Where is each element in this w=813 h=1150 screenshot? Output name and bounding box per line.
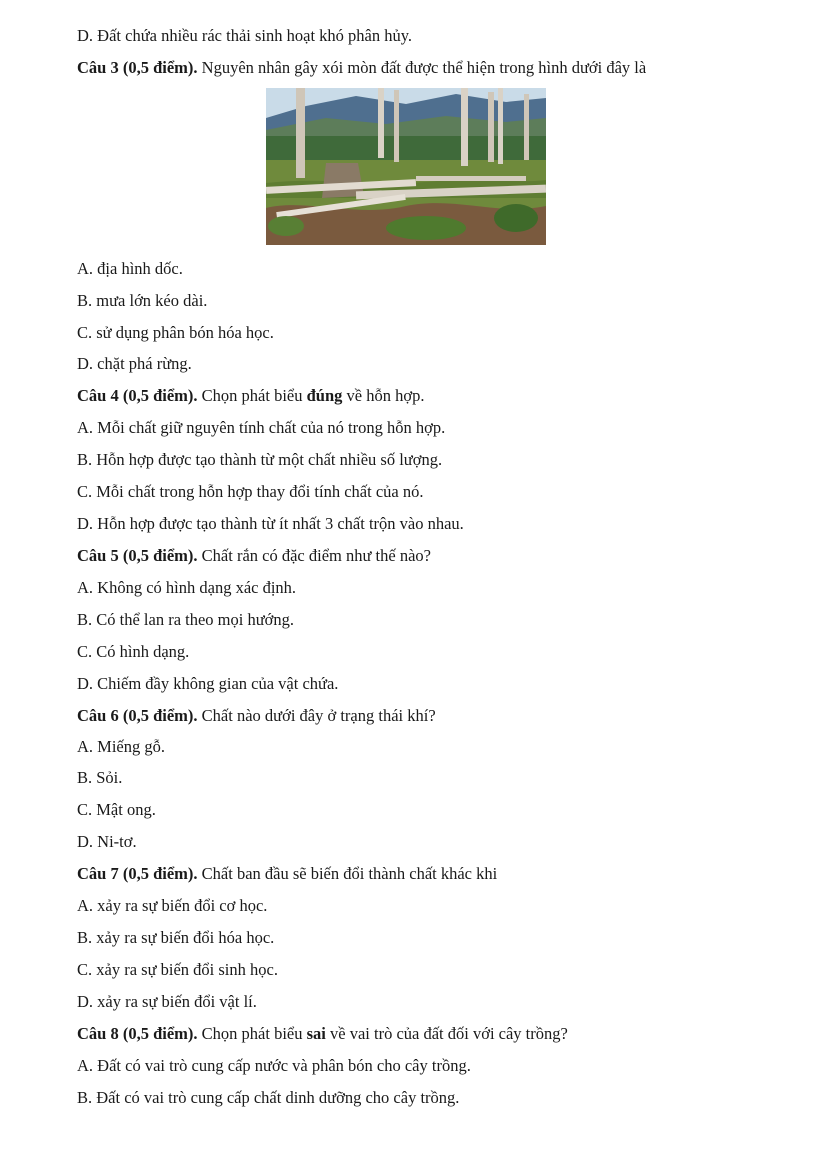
q6-text: Chất nào dưới đây ở trạng thái khí? xyxy=(197,706,436,725)
deforestation-photo-icon xyxy=(266,88,546,245)
q6-question xyxy=(77,706,436,726)
q5-text: Chất rắn có đặc điểm như thế nào? xyxy=(197,546,431,565)
q8-emphasis: sai xyxy=(306,1024,326,1043)
q3-text: Nguyên nhân gây xói mòn đất được thể hiện trong hình dưới đây là xyxy=(197,58,647,77)
q8-option-a: A. Đất có vai trò cung cấp nước và phân bón cho cây trồng. xyxy=(77,1056,471,1075)
q4-option-d: D. Hỗn hợp được tạo thành từ ít nhất 3 chất trộn vào nhau. xyxy=(77,514,464,533)
q8-text-post: về vai trò của đất đối với cây trồng? xyxy=(325,1024,568,1043)
q8-text-pre: Chọn phát biểu xyxy=(197,1024,307,1043)
q3-option-d: D. chặt phá rừng. xyxy=(77,354,192,373)
q6-heading: Câu 6 (0,5 điểm). xyxy=(77,706,198,725)
q7-heading: Câu 7 (0,5 điểm). xyxy=(77,864,198,883)
q5-option-b: B. Có thể lan ra theo mọi hướng. xyxy=(77,610,295,629)
q7-option-b: B. xảy ra sự biến đổi hóa học. xyxy=(77,928,275,947)
q4-option-a: A. Mỗi chất giữ nguyên tính chất của nó trong hỗn hợp. xyxy=(77,418,446,437)
q3-option-c: C. sử dụng phân bón hóa học. xyxy=(77,323,274,342)
q4-text-post: về hỗn hợp. xyxy=(342,386,425,405)
q6-option-d: D. Ni-tơ. xyxy=(77,832,137,851)
q7-option-d: D. xảy ra sự biến đổi vật lí. xyxy=(77,992,257,1011)
q8-question xyxy=(77,1024,568,1044)
q8-heading: Câu 8 (0,5 điểm). xyxy=(77,1024,198,1043)
q5-heading: Câu 5 (0,5 điểm). xyxy=(77,546,198,565)
q4-text-pre: Chọn phát biểu xyxy=(197,386,307,405)
q5-option-c: C. Có hình dạng. xyxy=(77,642,190,661)
q7-text: Chất ban đầu sẽ biến đổi thành chất khác khi xyxy=(197,864,498,883)
q7-question xyxy=(77,864,497,884)
q4-question xyxy=(77,386,424,406)
q3-heading: Câu 3 (0,5 điểm). xyxy=(77,58,198,77)
q3-question xyxy=(77,58,646,78)
q7-option-c: C. xảy ra sự biến đổi sinh học. xyxy=(77,960,278,979)
q6-option-a: A. Miếng gỗ. xyxy=(77,737,165,756)
q2-option-d: D. Đất chứa nhiều rác thải sinh hoạt khó phân hủy. xyxy=(77,26,413,45)
q5-option-a: A. Không có hình dạng xác định. xyxy=(77,578,297,597)
q4-option-b: B. Hỗn hợp được tạo thành từ một chất nhiều số lượng. xyxy=(77,450,443,469)
q3-option-b: B. mưa lớn kéo dài. xyxy=(77,291,208,310)
q5-question xyxy=(77,546,431,566)
q8-option-b: B. Đất có vai trò cung cấp chất dinh dưỡng cho cây trồng. xyxy=(77,1088,460,1107)
q6-option-b: B. Sỏi. xyxy=(77,768,123,787)
q4-emphasis: đúng xyxy=(306,386,343,405)
q4-heading: Câu 4 (0,5 điểm). xyxy=(77,386,198,405)
q6-option-c: C. Mật ong. xyxy=(77,800,156,819)
q3-option-a: A. địa hình dốc. xyxy=(77,259,183,278)
q5-option-d: D. Chiếm đầy không gian của vật chứa. xyxy=(77,674,339,693)
q4-option-c: C. Mỗi chất trong hỗn hợp thay đổi tính chất của nó. xyxy=(77,482,424,501)
q7-option-a: A. xảy ra sự biến đổi cơ học. xyxy=(77,896,268,915)
